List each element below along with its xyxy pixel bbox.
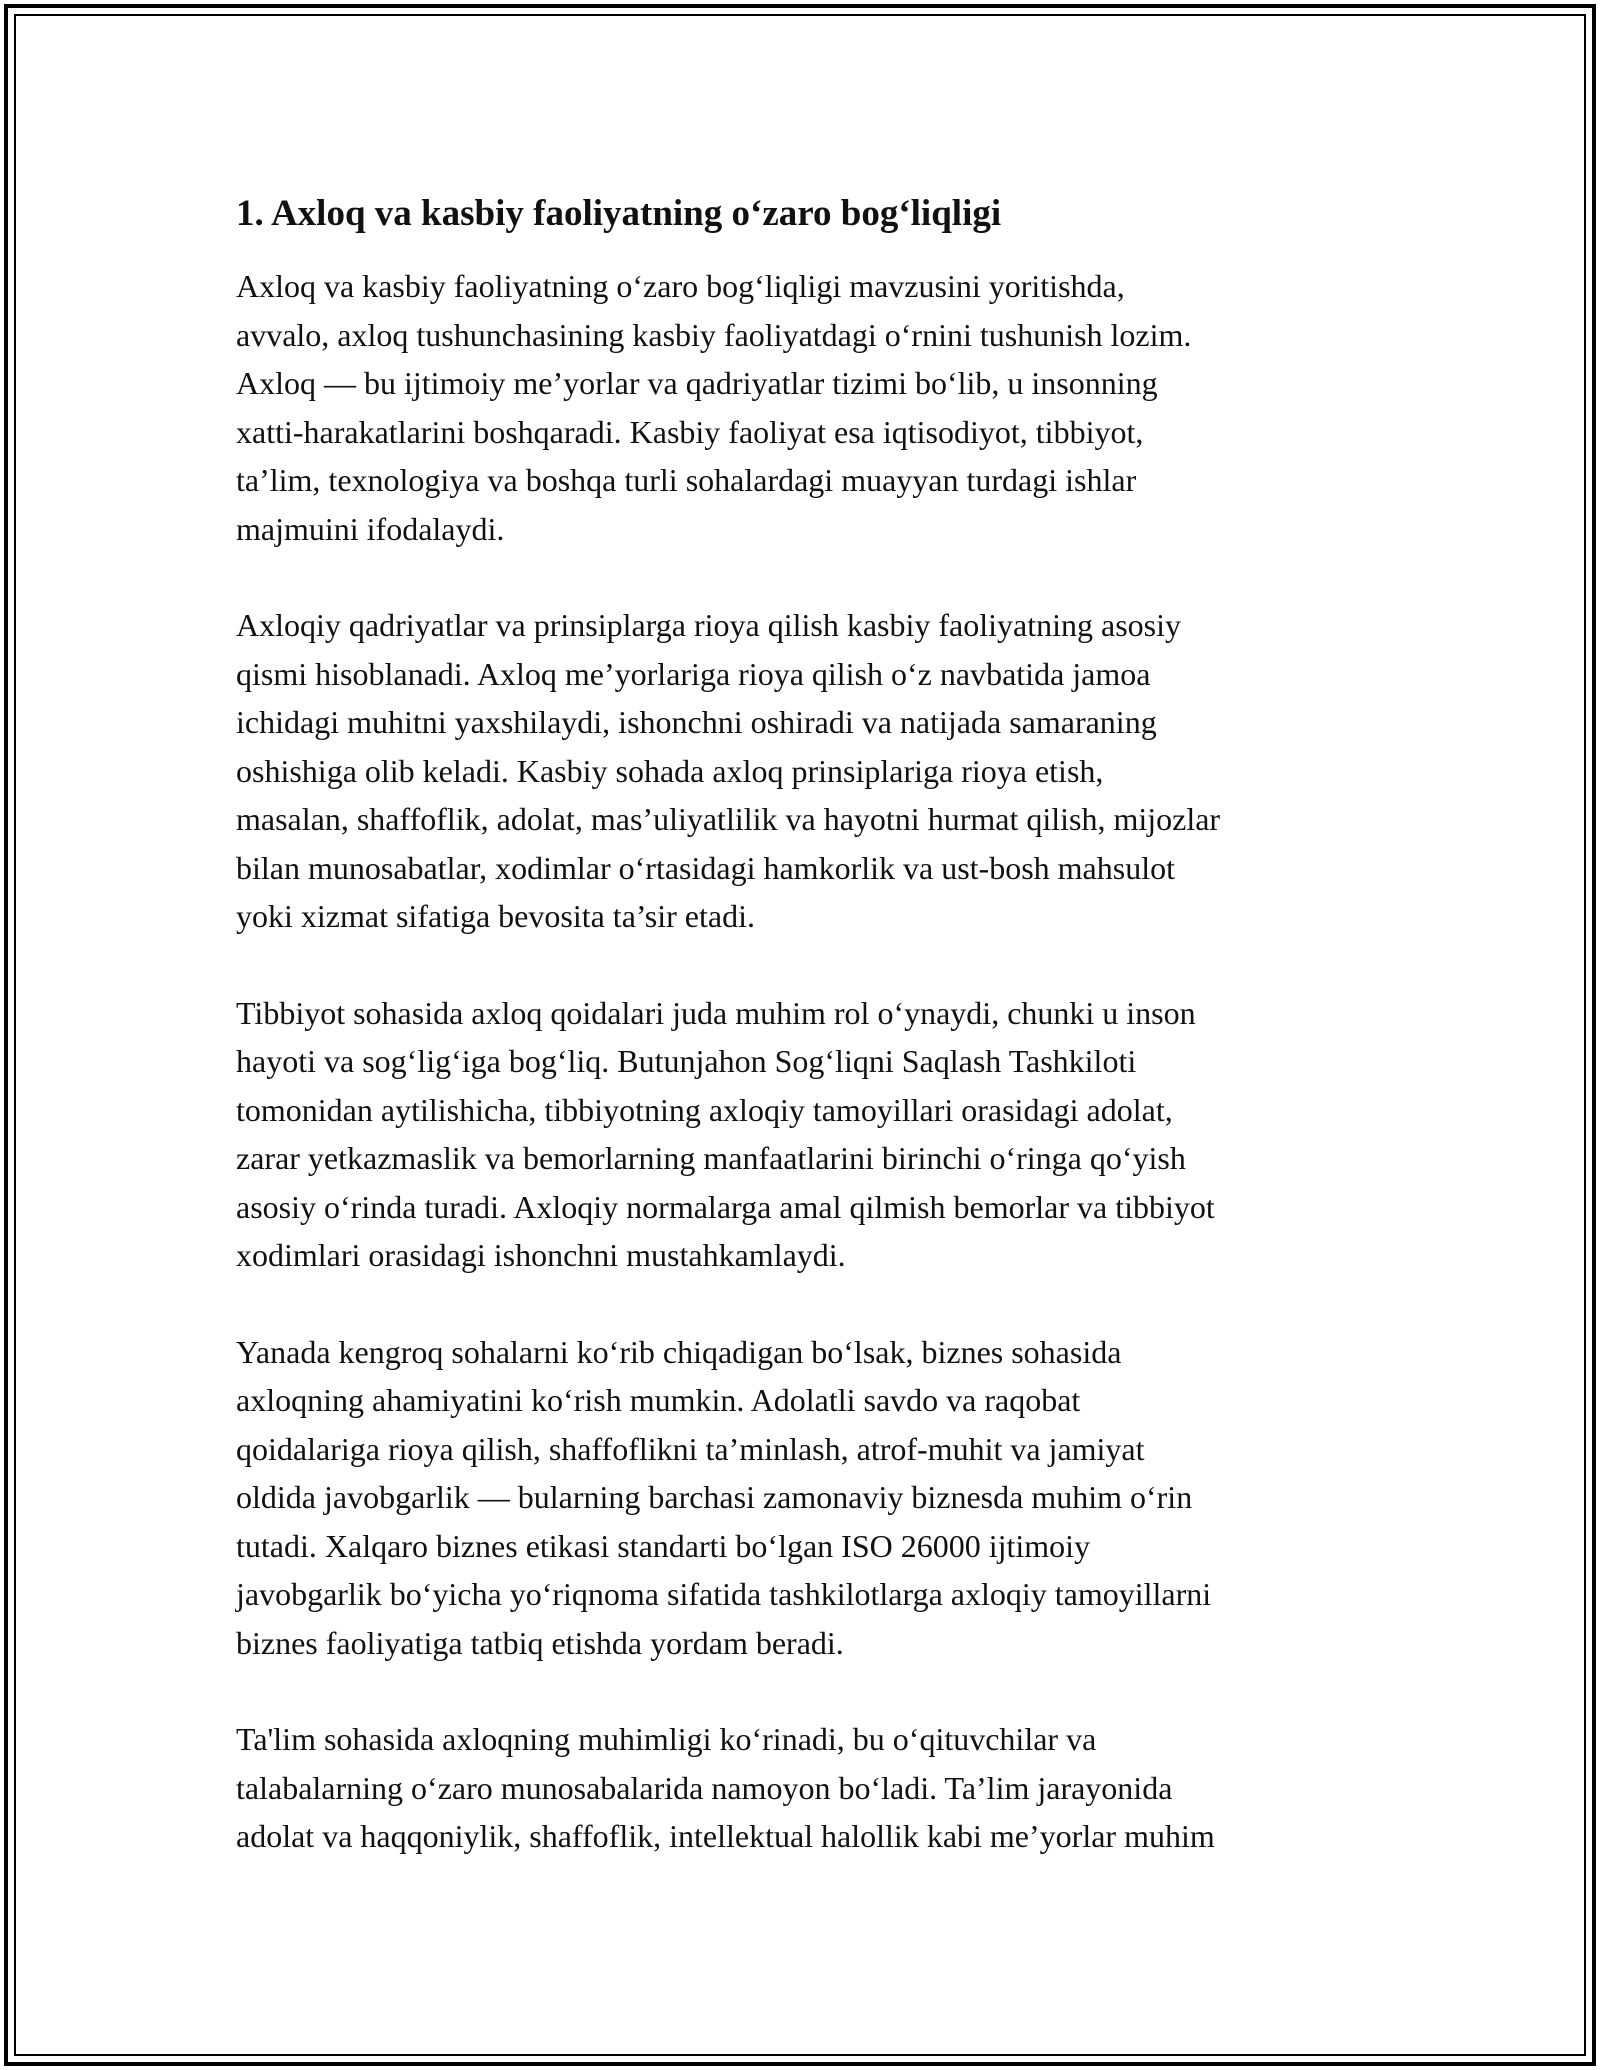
paragraph-line: asosiy o‘rinda turadi. Axloqiy normalarga amal qilmish bemorlar va tibbiyot — [236, 1188, 1215, 1225]
paragraph — [236, 262, 1386, 553]
paragraph-line: biznes faoliyatiga tatbiq etishda yordam beradi. — [236, 1624, 844, 1661]
paragraph-line: adolat va haqqoniylik, shaffoflik, intellektual halollik kabi me’yorlar muhim — [236, 1818, 1215, 1854]
paragraph-line: xodimlari orasidagi ishonchni mustahkamlaydi. — [236, 1237, 846, 1273]
paragraph-line: ichidagi muhitni yaxshilaydi, ishonchni oshiradi va natijada samaraning — [236, 704, 1157, 740]
paragraph-line: hayoti va sog‘lig‘iga bog‘liq. Butunjahon Sog‘liqni Saqlash Tashkiloti — [236, 1043, 1137, 1079]
paragraph-line: avvalo, axloq tushunchasining kasbiy faoliyatdagi o‘rnini tushunish lozim. — [236, 316, 1192, 353]
paragraph — [236, 1328, 1386, 1668]
paragraph — [236, 601, 1386, 941]
paragraph-line: tutadi. Xalqaro biznes etikasi standarti bo‘lgan ISO 26000 ijtimoiy — [236, 1527, 1091, 1564]
paragraph-line: axloqning ahamiyatini ko‘rish mumkin. Adolatli savdo va raqobat — [236, 1382, 1081, 1418]
paragraph-line: talabalarning o‘zaro munosabalarida namoyon bo‘ladi. Ta’lim jarayonida — [236, 1769, 1173, 1806]
paragraph-line: javobgarlik bo‘yicha yo‘riqnoma sifatida tashkilotlarga axloqiy tamoyillarni — [236, 1576, 1212, 1612]
paragraph — [236, 1715, 1386, 1861]
paragraph-line: oshishiga olib keladi. Kasbiy sohada axloq prinsiplariga rioya etish, — [236, 752, 1104, 789]
paragraph — [236, 989, 1386, 1280]
paragraph-line: qoidalariga rioya qilish, shaffoflikni ta’minlash, atrof-muhit va jamiyat — [236, 1430, 1145, 1467]
paragraph-line: masalan, shaffoflik, adolat, mas’uliyatlilik va hayotni hurmat qilish, mijozlar — [236, 801, 1221, 837]
paragraph-line: Axloq — bu ijtimoiy me’yorlar va qadriyatlar tizimi bo‘lib, u insonning — [236, 365, 1158, 401]
paragraph-line: yoki xizmat sifatiga bevosita ta’sir etadi. — [236, 898, 755, 934]
paragraph-line: Yanada kengroq sohalarni ko‘rib chiqadigan bo‘lsak, biznes sohasida — [236, 1333, 1122, 1370]
paragraph-line: Ta'lim sohasida axloqning muhimligi ko‘rinadi, bu o‘qituvchilar va — [236, 1721, 1097, 1757]
paragraph-line: zarar yetkazmaslik va bemorlarning manfaatlarini birinchi o‘ringa qo‘yish — [236, 1140, 1186, 1176]
paragraph-line: ta’lim, texnologiya va boshqa turli sohalardagi muayyan turdagi ishlar — [236, 462, 1137, 498]
paragraph-line: majmuini ifodalaydi. — [236, 510, 505, 547]
paragraph-list — [236, 262, 1386, 1861]
paragraph-line: Tibbiyot sohasida axloq qoidalari juda muhim rol o‘ynaydi, chunki u inson — [236, 994, 1196, 1031]
paragraph-line: Axloq va kasbiy faoliyatning o‘zaro bog‘liqligi mavzusini yoritishda, — [236, 268, 1125, 304]
paragraph-line: xatti-harakatlarini boshqaradi. Kasbiy faoliyat esa iqtisodiyot, tibbiyot, — [236, 413, 1144, 450]
paragraph-line: oldida javobgarlik — bularning barchasi zamonaviy biznesda muhim o‘rin — [236, 1479, 1193, 1515]
section-heading: 1. Axloq va kasbiy faoliyatning o‘zaro bog‘liqligi — [236, 193, 1002, 234]
paragraph-line: bilan munosabatlar, xodimlar o‘rtasidagi hamkorlik va ust-bosh mahsulot — [236, 849, 1175, 886]
document-body — [236, 186, 1386, 1909]
paragraph-line: tomonidan aytilishicha, tibbiyotning axloqiy tamoyillari orasidagi adolat, — [236, 1091, 1173, 1128]
paragraph-line: qismi hisoblanadi. Axloq me’yorlariga rioya qilish o‘z navbatida jamoa — [236, 655, 1151, 692]
paragraph-line: Axloqiy qadriyatlar va prinsiplarga rioya qilish kasbiy faoliyatning asosiy — [236, 607, 1181, 643]
